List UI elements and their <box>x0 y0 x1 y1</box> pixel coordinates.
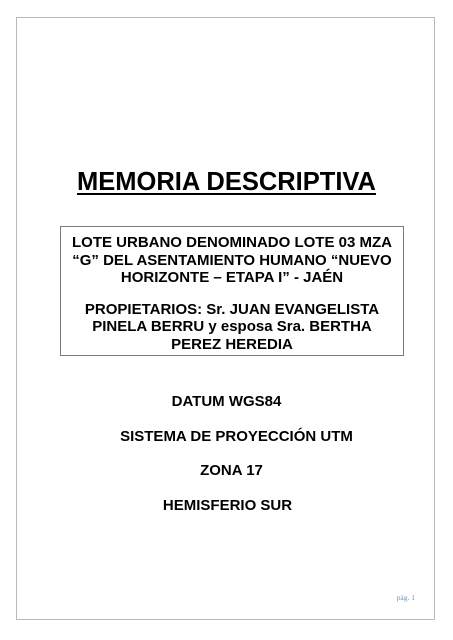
document-title: MEMORIA DESCRIPTIVA <box>77 168 376 196</box>
owners-line: PINELA BERRU y esposa Sra. BERTHA <box>92 318 372 335</box>
lot-description-line: LOTE URBANO DENOMINADO LOTE 03 MZA <box>71 234 392 251</box>
projection-system-label: SISTEMA DE PROYECCIÓN UTM <box>120 428 353 445</box>
lot-info-box <box>60 226 404 356</box>
lot-description <box>61 234 403 287</box>
owners <box>61 301 403 354</box>
datum-label: DATUM WGS84 <box>171 393 282 410</box>
lot-description-line: “G” DEL ASENTAMIENTO HUMANO “NUEVO <box>72 251 392 269</box>
zone-label: ZONA 17 <box>200 462 263 479</box>
lot-description-line: HORIZONTE – ETAPA I” - JAÉN <box>120 269 344 286</box>
owners-line: PEREZ HEREDIA <box>171 335 293 353</box>
page-number: pág. 1 <box>396 593 415 602</box>
owners-line: PROPIETARIOS: Sr. JUAN EVANGELISTA <box>84 300 380 318</box>
hemisphere-label: HEMISFERIO SUR <box>162 497 293 514</box>
